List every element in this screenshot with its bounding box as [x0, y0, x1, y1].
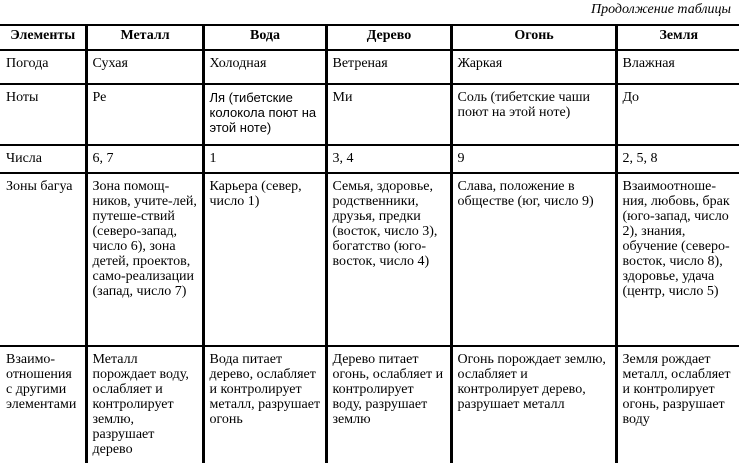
cell-earth: Земля рождает металл, ослабляет и контролирует огонь, разрушает воду: [616, 346, 739, 463]
header-water: Вода: [203, 25, 326, 50]
table-row-notes: [0, 84, 739, 145]
cell-fire: 9: [451, 145, 616, 173]
header-metal: Металл: [86, 25, 203, 50]
cell-wood: Дерево питает огонь, ослабляет и контролирует воду, разрушает землю: [326, 346, 451, 463]
cell-water: Карьера (север, число 1): [203, 173, 326, 346]
row-label: Числа: [6, 151, 43, 166]
table-row-weather: [0, 50, 739, 84]
table-continuation-caption: Продолжение таблицы: [590, 2, 731, 17]
cell-earth: 2, 5, 8: [616, 145, 739, 173]
cell-fire: Огонь порождает землю, ослабляет и контролирует дерево, разрушает металл: [451, 346, 616, 463]
header-elements: Элементы: [10, 28, 76, 43]
table-row-numbers: [0, 145, 739, 173]
cell-fire: Соль (тибетские чаши поют на этой ноте): [451, 84, 616, 145]
cell-metal: Зона помощ-ников, учите-лей, путеше-ствий (северо-запад, число 6), зона детей, проектов, само-реализации (запад, число 7): [86, 173, 203, 346]
cell-wood: Ветреная: [326, 50, 451, 84]
cell-water: Холодная: [203, 50, 326, 84]
header-wood: Дерево: [326, 25, 451, 50]
cell-water: 1: [203, 145, 326, 173]
table-row-relations: [0, 346, 739, 463]
cell-earth: До: [616, 84, 739, 145]
header-fire: Огонь: [451, 25, 616, 50]
cell-earth: Влажная: [616, 50, 739, 84]
row-label: Взаимо-отношения с другими элементами: [6, 352, 77, 412]
cell-wood: 3, 4: [326, 145, 451, 173]
cell-water: Ля (тибетские колокола поют на этой ноте): [203, 84, 326, 145]
header-earth: Земля: [616, 25, 739, 50]
cell-water: Вода питает дерево, ослабляет и контролирует металл, разрушает огонь: [203, 346, 326, 463]
table-header-row: [0, 25, 739, 50]
cell-fire: Жаркая: [451, 50, 616, 84]
row-label: Зоны багуа: [6, 179, 73, 194]
cell-metal: Сухая: [86, 50, 203, 84]
table-row-bagua-zones: [0, 173, 739, 346]
cell-metal: Металл порождает воду, ослабляет и контролирует землю, разрушает дерево: [86, 346, 203, 463]
cell-wood: Ми: [326, 84, 451, 145]
cell-metal: Ре: [86, 84, 203, 145]
row-label: Ноты: [6, 90, 39, 105]
row-label: Погода: [6, 56, 49, 71]
elements-table: [0, 24, 739, 463]
cell-wood: Семья, здоровье, родственники, друзья, предки (восток, число 3), богатство (юго-восток, число 4): [326, 173, 451, 346]
cell-earth: Взаимоотноше-ния, любовь, брак (юго-запад, число 2), знания, обучение (северо-восток, число 8), здоровье, удача (центр, число 5): [616, 173, 739, 346]
cell-fire: Слава, положение в обществе (юг, число 9): [451, 173, 616, 346]
cell-metal: 6, 7: [86, 145, 203, 173]
